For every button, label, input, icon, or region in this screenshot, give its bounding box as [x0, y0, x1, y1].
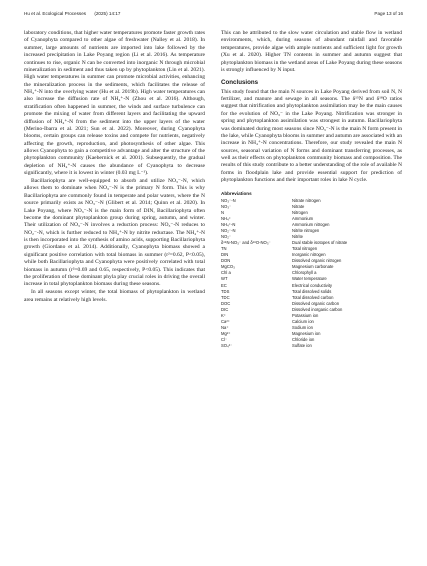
abbreviation-row [221, 343, 402, 349]
abbreviation-definition: Sulfate ion [292, 343, 312, 348]
abbreviation-definition: Electrical conductivity [292, 282, 333, 288]
abbreviation-definition: Inorganic nitrogen [292, 252, 326, 258]
header-citation [24, 11, 127, 16]
abbreviation-term: K⁺ [221, 312, 227, 318]
left-column [24, 30, 205, 304]
abbreviation-term: WT [221, 276, 228, 282]
abbreviation-definition: Total dissolved carbon [292, 294, 334, 300]
abbreviation-term: SO₄²⁻ [221, 343, 233, 348]
abbreviation-term: NO₃⁻ [221, 203, 232, 209]
abbreviation-term: TDS [221, 288, 230, 294]
conclusions-heading: Conclusions [221, 79, 259, 87]
abbreviation-term: EC [221, 282, 227, 288]
abbreviation-definition: Nitrogen [292, 209, 308, 215]
body-paragraph: In all seasons except winter, the total biomass of phytoplankton in wetland area remains at relatively high levels. [24, 289, 205, 303]
abbreviation-term: Chl a [221, 270, 231, 276]
abbreviation-definition: Dual stable isotopes of nitrate [292, 240, 348, 246]
abbreviation-term: Na⁺ [221, 324, 229, 330]
running-header [24, 11, 403, 21]
abbreviation-definition: Water temperature [292, 276, 327, 282]
abbreviation-term: DOC [221, 300, 231, 306]
body-paragraph: This can be attributed to the slow water circulation and stable flow in wetland environments, which, during seasons of abundant rainfall and favorable temperatures, provide algae with ample nutrients and sufficient light for growth (Xu et al. 2020). Higher TN contents in summer and autumn suggest that phytoplankton biomass in the wetland areas of Lake Poyang during these seasons is strongly influenced by N input. [221, 30, 402, 73]
abbreviation-definition: Magnesium ion [292, 330, 321, 336]
abbreviation-definition: Total nitrogen [292, 246, 318, 252]
abbreviations-list [221, 198, 402, 349]
header-journal: Hu et al. Ecological Processes [24, 11, 87, 16]
abbreviation-definition: Sodium ion [292, 324, 313, 330]
abbreviation-definition: Dissolved organic carbon [292, 300, 340, 306]
abbreviation-term: Ca²⁺ [221, 318, 230, 324]
abbreviation-term: N [221, 209, 225, 215]
abbreviation-definition: Dissolved organic nitrogen [292, 258, 342, 264]
abbreviation-term: NH₄⁺ [221, 216, 231, 222]
abbreviation-definition: Potassium ion [292, 312, 319, 318]
abbreviation-definition: Calcium ion [292, 318, 314, 324]
right-column [221, 30, 402, 349]
header-page-number: Page 13 of 16 [374, 11, 403, 16]
abbreviation-definition: Nitrite nitrogen [292, 228, 320, 234]
abbreviation-term: DIN [221, 252, 229, 258]
header-year-volume: (2025) 14:17 [94, 11, 121, 16]
abbreviation-term: NO₂⁻ [221, 234, 232, 240]
abbreviation-term: TN [221, 246, 227, 252]
abbreviation-term: δ¹⁵N-NO₃⁻ and δ¹⁸O-NO₃⁻ [221, 240, 271, 246]
abbreviation-term: DIC [221, 306, 229, 312]
abbreviation-term: TDC [221, 294, 230, 300]
conclusions-paragraph: This study found that the main N sources in Lake Poyang derived from soil N, N fertilizer, and manure and sewage in all seasons. The δ¹⁵N and δ¹⁸O ratios suggest that nitrification and phytoplankton assimilation may be the main causes for the evolution of NO₃⁻ in the Lake Poyang. Nitrification was stronger in spring and phytoplankton assimilation was strongest in autumn. Bacillariophyta was dominated during most seasons since NO₃⁻-N is the main N form present in the lake, while Cyanophyta blooms in summer and autumn are associated with an increase in NH₄⁺-N concentrations. Therefore, our study revealed the main N sources, seasonal variation of N forms and dominant transferring processes, as well as their effects on phytoplankton community biomass and composition. The results of this study contribute to a better understanding of the role of available N forms in floodplain lake and provide essential support for prediction of phytoplankton functions and their important roles in lake N cycle. [221, 88, 402, 184]
abbreviation-term: NH₄⁺-N [221, 222, 236, 228]
body-paragraph: Bacillariophyta are well-equipped to absorb and utilize NO₃⁻-N, which allows them to dominate when NO₃⁻-N is the primary N form. This is why Bacillariophyta are commonly found in temperate and polar waters, where the N source primarily exists as NO₃⁻-N (Glibert et al. 2014; Quinn et al. 2020). In Lake Poyang, where NO₃⁻-N is the main form of DIN, Bacillariophyta often become the dominant phytoplankton group during spring, autumn, and winter. Their utilization of NO₃⁻-N involves a reduction process: NO₃⁻-N reduces to NO₂⁻-N, which is further reduced to NH₄⁺-N by nitrite reductase. The NH₄⁺-N is then incorporated into the synthesis of amino acids, supporting Bacillariophyta growth (Giordano et al. 2014). Additionally, Cyanophyta biomass showed a significant positive correlation with total biomass in summer (r²=0.62, P<0.05), while both Bacillariophyta and Cyanophyta were positively correlated with total biomass in autumn (r²=0.69 and 0.65, respectively, P<0.05). This indicates that the proliferation of these dominant phyla play crucial roles in driving the overall increase in total phytoplankton biomass during these seasons. [24, 178, 205, 288]
abbreviation-term: DON [221, 258, 231, 264]
abbreviation-term: Mg²⁺ [221, 330, 231, 336]
abbreviation-definition: Chloride ion [292, 336, 315, 342]
abbreviation-definition: Nitrite [292, 234, 303, 240]
abbreviation-definition: Nitrate [292, 203, 305, 209]
abbreviation-definition: Magnesium carbonate [292, 264, 334, 270]
body-paragraph: laboratory conditions, that higher water temperatures promote faster growth rates of Cyanophyta compared to other algae of freshwater (Nalley et al. 2018). In summer, large amounts of nutrients are imported into lake followed by the increased precipitation in Lake Poyang region (Li et al. 2016). As temperature continues to rise, organic N can be converted into inorganic N through microbial mineralization in sediment and thus taken up by phytoplankton (Lin et al. 2021). High water temperatures in summer can promote microbial activities, enhancing the mineralization process in the sediments, which facilitates the release of NH₄⁺-N into the overlying water (Hu et al. 2019b). High water temperatures can also increase the diffusion rate of NH₄⁺-N (Zhou et al. 2016). Although, stratification often happened in summer, the winds and surface turbulence can promote the mixing of water from different layers and facilitating the upward diffusion of NH₄⁺-N from the sediment into the upper layers of the water (Merino-Ibarra et al. 2021; Sun et al. 2022). Moreover, during Cyanophyta blooms, certain groups can release toxins and compete for nutrients, negatively affecting the growth, reproduction, and photosynthesis of other algae. This allows Cyanophyta to gain a competitive advantage and alter the structure of the phytoplankton community (Kaebernick et al. 2001). Subsequently, the gradual depletion of NH₄⁺-N causes the abundance of Cyanophyta to decrease significantly, where it is lowest in winter (0.03 mg L⁻¹). [24, 30, 205, 177]
abbreviation-definition: Dissolved inorganic carbon [292, 306, 343, 312]
abbreviation-term: NO₂⁻-N [221, 228, 236, 234]
abbreviation-term: NO₃⁻-N [221, 197, 236, 203]
abbreviation-term: MgCO₃ [221, 264, 235, 270]
abbreviation-definition: Ammonium [292, 216, 314, 222]
abbreviations-heading: Abbreviations [221, 190, 252, 196]
abbreviation-term: Cl⁻ [221, 336, 228, 342]
abbreviation-definition: Total dissolved solids [292, 288, 332, 294]
abbreviation-definition: Chlorophyll a [292, 270, 317, 276]
abbreviation-definition: Ammonium nitrogen [292, 222, 330, 228]
abbreviation-definition: Nitrate nitrogen [292, 197, 321, 203]
